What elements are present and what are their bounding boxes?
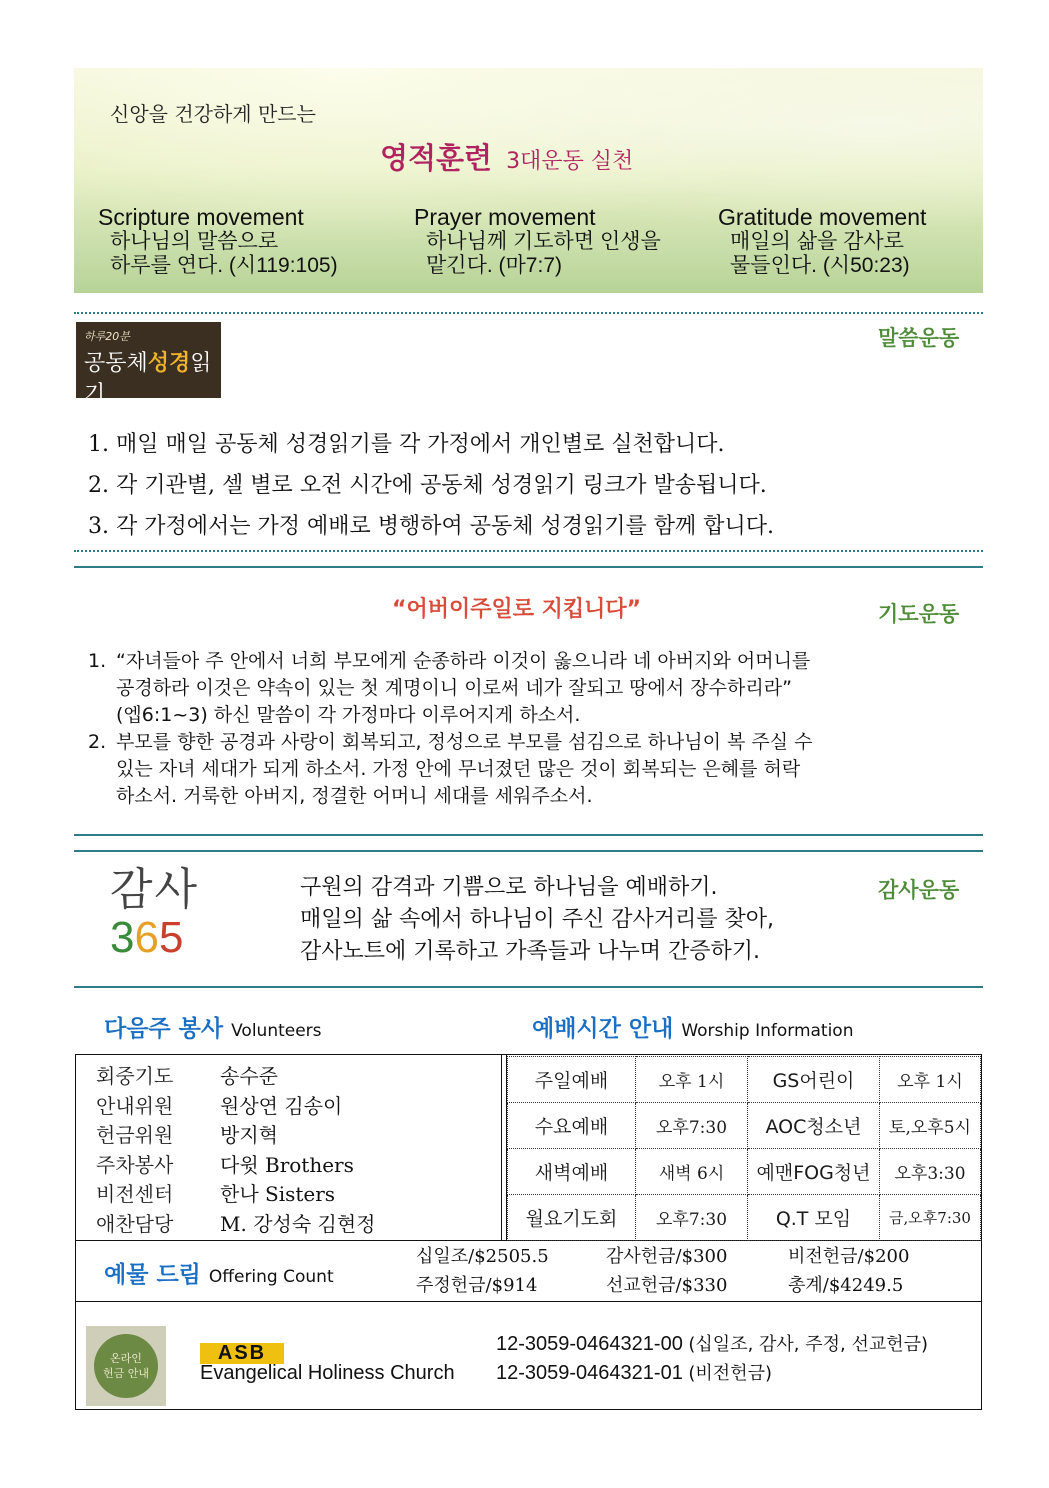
account-note: (십일조, 감사, 주정, 선교헌금) bbox=[688, 1334, 929, 1355]
list-item bbox=[96, 1210, 375, 1240]
account-number: 12-3059-0464321-00 bbox=[496, 1333, 683, 1355]
volunteers-heading bbox=[104, 1010, 322, 1043]
list-item bbox=[96, 1062, 375, 1092]
offering-item: 총계/$4249.5 bbox=[788, 1275, 904, 1296]
offering-col-1 bbox=[416, 1242, 549, 1300]
prayer-title: “어버이주일로 지킵니다” bbox=[392, 597, 642, 622]
account-row bbox=[496, 1359, 928, 1388]
service-time: 오후 1시 bbox=[880, 1057, 981, 1103]
box-divider bbox=[501, 1054, 502, 1241]
movement-title: Prayer movement bbox=[414, 204, 596, 230]
table-row bbox=[508, 1057, 981, 1103]
service-name: 수요예배 bbox=[508, 1103, 636, 1149]
logo-top: 감사 bbox=[110, 864, 200, 915]
volunteer-role: 애찬담당 bbox=[96, 1211, 174, 1236]
list-item bbox=[96, 1180, 375, 1210]
offering-col-3 bbox=[788, 1242, 909, 1300]
prayer-label: 기도운동 bbox=[878, 602, 960, 626]
table-row bbox=[508, 1149, 981, 1195]
item-number: 1. bbox=[88, 650, 107, 672]
item-line: 부모를 향한 공경과 사랑이 회복되고, 정성으로 부모를 섬김으로 하나님이 복 주실 수 bbox=[116, 731, 813, 753]
church-name: Evangelical Holiness Church bbox=[200, 1362, 455, 1384]
logo-small-text: 하루20분 bbox=[84, 330, 130, 343]
box-divider bbox=[75, 1301, 982, 1302]
volunteer-name: 송수준 bbox=[220, 1064, 278, 1088]
logo-main-text bbox=[84, 346, 213, 408]
list-item bbox=[96, 1092, 375, 1122]
logo-accent: 성경 bbox=[147, 351, 191, 376]
item-line: 있는 자녀 세대가 되게 하소서. 가정 안에 무너졌던 많은 것이 회복되는 은혜를 허락 bbox=[116, 758, 801, 780]
spiritual-training-banner bbox=[74, 68, 983, 293]
movement-title: Scripture movement bbox=[98, 204, 304, 230]
movement-title: Gratitude movement bbox=[718, 204, 927, 230]
volunteer-name: M. 강성숙 김현정 bbox=[220, 1211, 376, 1236]
heading-en: Offering Count bbox=[208, 1267, 334, 1287]
offering-item: 주정헌금/$914 bbox=[416, 1275, 538, 1296]
offering-col-2 bbox=[606, 1242, 727, 1300]
divider-solid bbox=[74, 834, 983, 836]
item-number: 2. bbox=[88, 731, 107, 753]
service-name: AOC청소년 bbox=[748, 1103, 880, 1149]
account-note: (비전헌금) bbox=[688, 1363, 772, 1384]
prayer-list bbox=[88, 648, 968, 810]
service-name: 예맨FOG청년 bbox=[748, 1149, 880, 1195]
movement-line: 물들인다. (시50:23) bbox=[730, 254, 910, 277]
service-name: Q.T 모임 bbox=[748, 1195, 880, 1241]
account-number: 12-3059-0464321-01 bbox=[496, 1362, 683, 1384]
service-name: 주일예배 bbox=[508, 1057, 636, 1103]
logo-pre: 공동체 bbox=[84, 351, 148, 376]
divider-dotted bbox=[74, 550, 983, 552]
list-item bbox=[96, 1121, 375, 1151]
table-row bbox=[508, 1195, 981, 1241]
offering-heading bbox=[104, 1256, 334, 1289]
offering-item: 십일조/$2505.5 bbox=[416, 1246, 549, 1267]
offering-item: 감사헌금/$300 bbox=[606, 1246, 728, 1267]
item-line: 하소서. 거룩한 아버지, 정결한 어머니 세대를 세워주소서. bbox=[116, 785, 593, 807]
item-line: (엡6:1~3) 하신 말씀이 각 가정마다 이루어지게 하소서. bbox=[116, 704, 581, 726]
heading-ko: 예배시간 안내 bbox=[532, 1016, 674, 1042]
divider-solid bbox=[74, 850, 983, 852]
item-line: “자녀들아 주 안에서 너희 부모에게 순종하라 이것이 옳으니라 네 아버지와 어머니를 bbox=[116, 650, 811, 672]
online-offering-badge bbox=[86, 1326, 166, 1406]
volunteer-name: 다윗 Brothers bbox=[220, 1152, 354, 1177]
gratitude-label: 감사운동 bbox=[878, 878, 960, 902]
movement-line: 맡긴다. (마7:7) bbox=[426, 254, 562, 277]
service-name: 새벽예배 bbox=[508, 1149, 636, 1195]
logo-digit: 6 bbox=[134, 913, 159, 962]
volunteer-name: 원상연 김송이 bbox=[220, 1093, 343, 1118]
logo-digit: 3 bbox=[110, 913, 135, 962]
bible-reading-logo bbox=[76, 322, 221, 407]
logo-digits bbox=[110, 914, 210, 962]
service-time: 새벽 6시 bbox=[636, 1149, 748, 1195]
text-line: 감사노트에 기록하고 가족들과 나누며 간증하기. bbox=[300, 939, 761, 964]
volunteer-name: 방지혁 bbox=[220, 1123, 278, 1147]
list-item bbox=[96, 1151, 375, 1181]
scripture-label: 말씀운동 bbox=[878, 326, 960, 350]
badge-line: 헌금 안내 bbox=[102, 1367, 149, 1380]
volunteer-role: 주차봉사 bbox=[96, 1152, 174, 1177]
heading-ko: 예물 드림 bbox=[104, 1262, 201, 1288]
movement-line: 하루를 연다. (시119:105) bbox=[110, 254, 338, 277]
badge-circle bbox=[94, 1334, 158, 1398]
scripture-movement bbox=[98, 204, 338, 278]
banner-headline bbox=[380, 136, 633, 177]
asb-bank-logo: ASB bbox=[200, 1343, 284, 1364]
worship-heading bbox=[532, 1010, 854, 1043]
offering-item: 비전헌금/$200 bbox=[788, 1246, 910, 1267]
movement-line: 하나님의 말씀으로 bbox=[110, 230, 279, 253]
text-line: 구원의 감격과 기쁨으로 하나님을 예배하기. bbox=[300, 875, 718, 900]
logo-digit: 5 bbox=[158, 913, 184, 962]
offering-item: 선교헌금/$330 bbox=[606, 1275, 728, 1296]
gratitude-365-logo bbox=[110, 866, 210, 962]
volunteer-role: 헌금위원 bbox=[96, 1123, 174, 1147]
list-item bbox=[88, 729, 968, 810]
list-item: 1. 매일 매일 공동체 성경읽기를 각 가정에서 개인별로 실천합니다. bbox=[88, 432, 725, 457]
service-time: 오후3:30 bbox=[880, 1149, 981, 1195]
volunteer-role: 회중기도 bbox=[96, 1064, 174, 1088]
volunteer-role: 비전센터 bbox=[96, 1182, 174, 1206]
list-item bbox=[88, 648, 968, 729]
service-time: 오후7:30 bbox=[636, 1195, 748, 1241]
heading-en: Volunteers bbox=[231, 1021, 322, 1041]
service-time: 오후 1시 bbox=[636, 1057, 748, 1103]
service-name: 월요기도회 bbox=[508, 1195, 636, 1241]
account-row bbox=[496, 1330, 928, 1359]
badge-line: 온라인 bbox=[110, 1352, 142, 1365]
divider-dotted bbox=[74, 312, 983, 314]
item-text bbox=[116, 729, 813, 810]
banner-title-main: 영적훈련 bbox=[380, 141, 493, 175]
service-time: 토,오후5시 bbox=[880, 1103, 981, 1149]
heading-ko: 다음주 봉사 bbox=[104, 1016, 224, 1042]
movement-line: 매일의 삶을 감사로 bbox=[730, 230, 904, 253]
volunteer-name: 한나 Sisters bbox=[220, 1182, 336, 1206]
scripture-list bbox=[88, 424, 774, 547]
bank-accounts bbox=[496, 1330, 928, 1388]
table-row bbox=[508, 1103, 981, 1149]
gratitude-movement bbox=[718, 204, 926, 278]
service-time: 오후7:30 bbox=[636, 1103, 748, 1149]
gratitude-text bbox=[300, 872, 774, 968]
service-time: 금,오후7:30 bbox=[880, 1195, 981, 1241]
prayer-movement bbox=[414, 204, 661, 278]
banner-title-sub: 3대운동 실천 bbox=[506, 149, 634, 174]
volunteers-list bbox=[96, 1062, 375, 1239]
text-line: 매일의 삶 속에서 하나님이 주신 감사거리를 찾아, bbox=[300, 907, 774, 932]
item-line: 공경하라 이것은 약속이 있는 첫 계명이니 이로써 네가 잘되고 땅에서 장수하리라” bbox=[116, 677, 792, 699]
volunteer-role: 안내위원 bbox=[96, 1093, 174, 1118]
list-item: 3. 각 가정에서는 가정 예배로 병행하여 공동체 성경읽기를 함께 합니다. bbox=[88, 514, 774, 539]
heading-en: Worship Information bbox=[681, 1021, 854, 1041]
item-text bbox=[116, 648, 810, 729]
banner-kicker: 신앙을 건강하게 만드는 bbox=[110, 102, 316, 126]
divider-solid bbox=[74, 566, 983, 568]
movement-line: 하나님께 기도하면 인생을 bbox=[426, 230, 661, 253]
logo-post: 읽기 bbox=[84, 351, 212, 407]
worship-table bbox=[507, 1056, 981, 1241]
list-item: 2. 각 기관별, 셀 별로 오전 시간에 공동체 성경읽기 링크가 발송됩니다. bbox=[88, 473, 767, 498]
divider-solid bbox=[74, 986, 983, 988]
service-name: GS어린이 bbox=[748, 1057, 880, 1103]
